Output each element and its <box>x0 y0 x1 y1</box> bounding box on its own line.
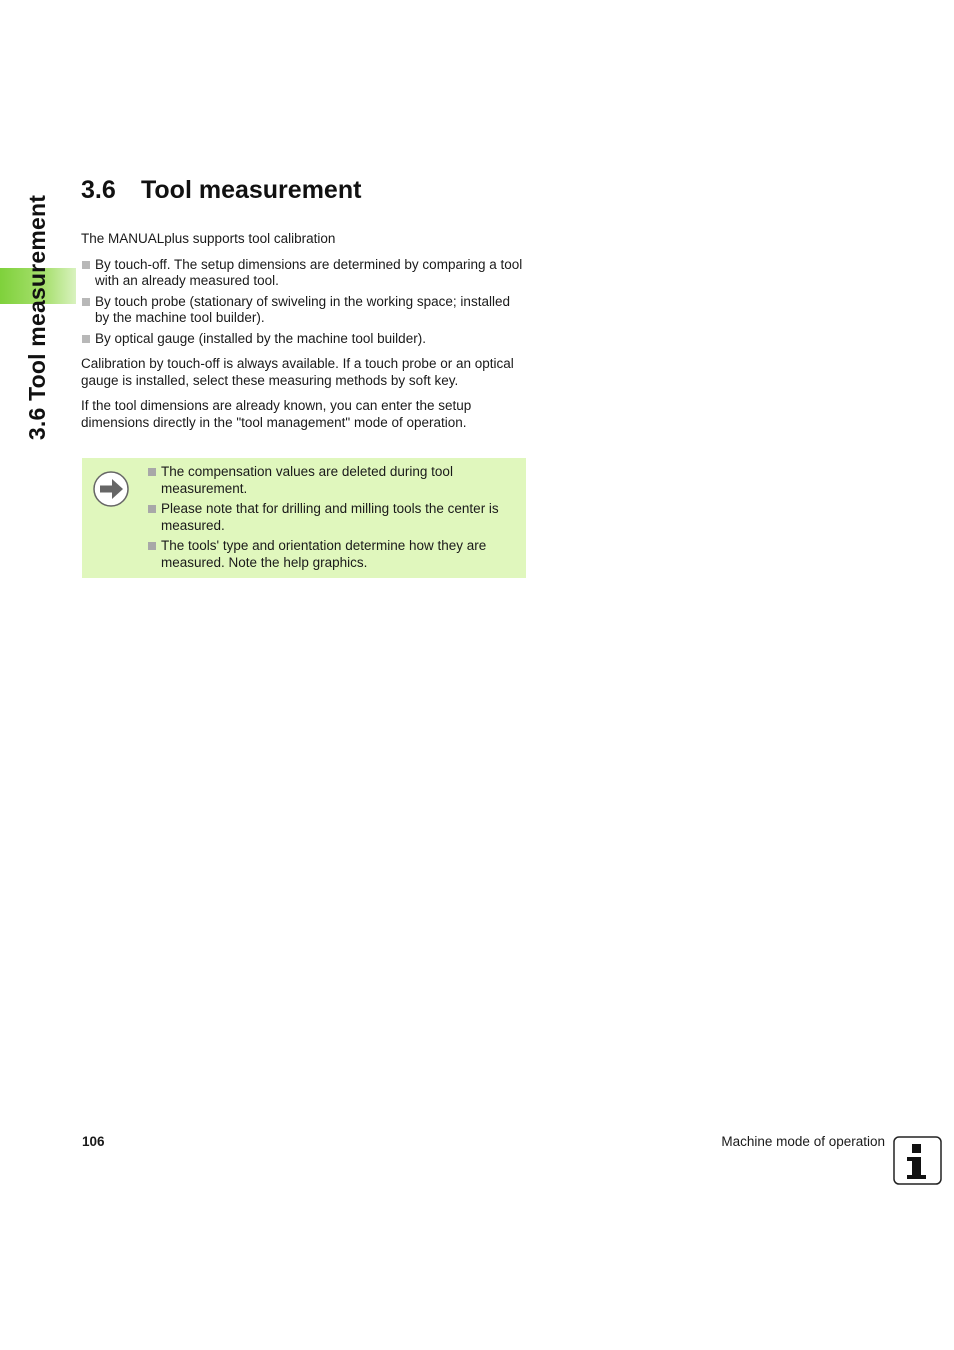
info-icon <box>893 1136 942 1185</box>
arrow-right-icon <box>92 470 130 508</box>
paragraph-known-dimensions: If the tool dimensions are already known, you can enter the setup dimensions directly in the "tool management" mode of operation. <box>81 398 472 430</box>
list-item: Please note that for drilling and milling tools the center is measured. <box>148 501 518 534</box>
section-heading <box>81 176 361 205</box>
list-item: The tools' type and orientation determine how they are measured. Note the help graphics. <box>148 538 518 571</box>
calibration-methods-list <box>81 257 527 348</box>
section-number: 3.6 <box>81 176 116 204</box>
note-box <box>82 458 526 578</box>
list-item: By touch-off. The setup dimensions are determined by comparing a tool with an already measured tool. <box>81 257 527 290</box>
list-item: By touch probe (stationary of swiveling in the working space; installed by the machine tool builder). <box>81 294 527 327</box>
body-content <box>81 231 527 431</box>
note-list <box>148 464 518 575</box>
list-item: The compensation values are deleted during tool measurement. <box>148 464 518 497</box>
list-item: By optical gauge (installed by the machine tool builder). <box>81 331 527 348</box>
intro-text: The MANUALplus supports tool calibration <box>81 231 336 246</box>
paragraph-touch-off: Calibration by touch-off is always available. If a touch probe or an optical gauge is installed, select these measuring methods by soft key. <box>81 356 514 388</box>
side-chapter-title: 3.6 Tool measurement <box>24 194 51 440</box>
side-chapter-tab <box>20 181 56 453</box>
footer-chapter: Machine mode of operation <box>721 1134 885 1149</box>
section-title: Tool measurement <box>141 176 362 204</box>
page-number: 106 <box>82 1134 105 1149</box>
